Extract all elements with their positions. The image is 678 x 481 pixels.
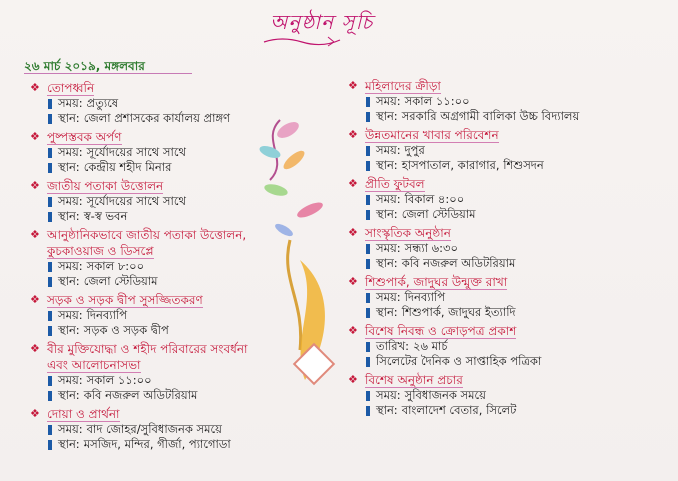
- program-title: অনুষ্ঠান সূচি: [270, 10, 374, 34]
- item-detail: [48, 422, 350, 437]
- detail-value: দিনব্যাপি: [86, 308, 128, 322]
- square-bullet-icon: [48, 197, 52, 207]
- detail-label: স্থান:: [376, 207, 398, 221]
- detail-value: বাংলাদেশ বেতার, সিলেট: [401, 403, 517, 417]
- detail-label: সময়:: [376, 143, 401, 157]
- item-detail: [366, 158, 668, 173]
- item-detail: [366, 109, 668, 124]
- item-title: শিশুপার্ক, জাদুঘর উন্মুক্ত রাখা: [365, 275, 508, 289]
- detail-value: মসজিদ, মন্দির, গীর্জা, প্যাগোডা: [83, 437, 231, 451]
- item-title: মহিলাদের ক্রীড়া: [365, 79, 441, 93]
- diamond-bullet-icon: ❖: [30, 130, 40, 143]
- program-item: [30, 406, 350, 452]
- detail-label: সময়:: [376, 241, 401, 255]
- diamond-bullet-icon: ❖: [30, 407, 40, 420]
- square-bullet-icon: [366, 406, 370, 416]
- square-bullet-icon: [366, 146, 370, 156]
- item-heading: [348, 127, 668, 143]
- square-bullet-icon: [366, 293, 370, 303]
- item-detail: [48, 437, 350, 452]
- square-bullet-icon: [48, 262, 52, 272]
- square-bullet-icon: [366, 210, 370, 220]
- square-bullet-icon: [366, 342, 370, 352]
- diamond-bullet-icon: ❖: [348, 79, 358, 92]
- program-item: [348, 225, 668, 271]
- square-bullet-icon: [48, 163, 52, 173]
- program-item: [348, 78, 668, 124]
- detail-value: সূর্যোদয়ের সাথে সাথে: [86, 145, 186, 159]
- program-item: [348, 176, 668, 222]
- detail-value: সিলেটের দৈনিক ও সাপ্তাহিক পত্রিকা: [376, 354, 542, 368]
- diamond-bullet-icon: ❖: [348, 128, 358, 141]
- item-detail: [366, 207, 668, 222]
- detail-value: হাসপাতাল, কারাগার, শিশুসদন: [401, 158, 544, 172]
- diamond-bullet-icon: ❖: [30, 293, 40, 306]
- floral-ornament: [250, 100, 350, 400]
- item-heading: [348, 372, 668, 388]
- detail-value: স্ব-স্ব ভবন: [83, 209, 128, 223]
- square-bullet-icon: [48, 425, 52, 435]
- item-title: জাতীয় পতাকা উত্তোলন: [47, 179, 164, 193]
- square-bullet-icon: [48, 114, 52, 124]
- square-bullet-icon: [48, 326, 52, 336]
- detail-label: স্থান:: [58, 437, 80, 451]
- square-bullet-icon: [48, 440, 52, 450]
- detail-label: সময়:: [376, 192, 401, 206]
- square-bullet-icon: [366, 391, 370, 401]
- square-bullet-icon: [48, 311, 52, 321]
- detail-label: স্থান:: [58, 323, 80, 337]
- item-title-continued: কুচকাওয়াজ ও ডিসপ্লে: [47, 244, 154, 258]
- item-title-continued: এবং আলোচনাসভা: [47, 358, 141, 372]
- detail-value: শিশুপার্ক, জাদুঘর ইত্যাদি: [401, 305, 516, 319]
- detail-label: স্থান:: [58, 111, 80, 125]
- detail-value: বাদ জোহর/সুবিধাজনক সময়ে: [86, 422, 222, 436]
- diamond-bullet-icon: ❖: [30, 342, 40, 355]
- detail-label: সময়:: [58, 194, 83, 208]
- detail-value: কবি নজরুল অডিটরিয়াম: [401, 256, 516, 270]
- item-detail: [366, 354, 668, 369]
- detail-label: সময়:: [376, 388, 401, 402]
- item-heading: [348, 323, 668, 339]
- detail-label: স্থান:: [376, 158, 398, 172]
- item-detail: [366, 192, 668, 207]
- item-detail: [366, 241, 668, 256]
- item-title: প্রীতি ফুটবল: [365, 177, 425, 191]
- square-bullet-icon: [48, 99, 52, 109]
- detail-value: সকাল ১১:০০: [86, 373, 152, 387]
- item-heading: [348, 176, 668, 192]
- item-detail: [366, 403, 668, 418]
- detail-value: জেলা স্টেডিয়াম: [83, 274, 158, 288]
- item-heading: [30, 406, 350, 422]
- item-title: আনুষ্ঠানিকভাবে জাতীয় পতাকা উত্তোলন,: [47, 228, 247, 242]
- detail-value: জেলা স্টেডিয়াম: [401, 207, 476, 221]
- detail-value: সকাল ৮:০০: [86, 259, 145, 273]
- diamond-bullet-icon: ❖: [348, 275, 358, 288]
- detail-label: তারিখ:: [376, 339, 410, 353]
- square-bullet-icon: [366, 244, 370, 254]
- detail-label: স্থান:: [376, 305, 398, 319]
- item-heading: [348, 274, 668, 290]
- detail-label: সময়:: [58, 96, 83, 110]
- square-bullet-icon: [48, 212, 52, 222]
- detail-label: সময়:: [58, 422, 83, 436]
- title-flourish: [262, 34, 342, 48]
- diamond-bullet-icon: ❖: [30, 81, 40, 94]
- diamond-bullet-icon: ❖: [30, 228, 40, 241]
- detail-label: স্থান:: [58, 274, 80, 288]
- square-bullet-icon: [366, 308, 370, 318]
- diamond-bullet-icon: ❖: [348, 373, 358, 386]
- square-bullet-icon: [366, 97, 370, 107]
- item-title: সাংস্কৃতিক অনুষ্ঠান: [365, 226, 451, 240]
- detail-label: স্থান:: [376, 256, 398, 270]
- item-title: দোয়া ও প্রার্থনা: [47, 407, 120, 421]
- item-heading: [348, 78, 668, 94]
- detail-value: দিনব্যাপি: [404, 290, 446, 304]
- item-title: বিশেষ অনুষ্ঠান প্রচার: [365, 373, 463, 387]
- detail-value: সড়ক ও সড়ক দ্বীপ: [83, 323, 169, 337]
- program-item: [348, 127, 668, 173]
- detail-value: কবি নজরুল অডিটরিয়াম: [83, 388, 198, 402]
- detail-label: সময়:: [58, 308, 83, 322]
- detail-value: সুবিধাজনক সময়ে: [404, 388, 486, 402]
- detail-value: সরকারি অগ্রগামী বালিকা উচ্চ বিদ্যালয়: [401, 109, 580, 123]
- square-bullet-icon: [366, 259, 370, 269]
- diamond-bullet-icon: ❖: [30, 179, 40, 192]
- date-underline: [24, 73, 192, 74]
- square-bullet-icon: [366, 161, 370, 171]
- item-title: উন্নতমানের খাবার পরিবেশন: [365, 128, 499, 142]
- item-title: পুষ্পস্তবক অর্পণ: [47, 130, 122, 144]
- detail-value: সূর্যোদয়ের সাথে সাথে: [86, 194, 186, 208]
- diamond-bullet-icon: ❖: [348, 324, 358, 337]
- item-title: সড়ক ও সড়ক দ্বীপ সুসজ্জিতকরণ: [47, 293, 203, 307]
- detail-value: সকাল ১১:০০: [404, 94, 470, 108]
- item-detail: [366, 339, 668, 354]
- detail-label: সময়:: [58, 373, 83, 387]
- program-item: [348, 323, 668, 369]
- detail-value: ২৬ মার্চ: [413, 339, 448, 353]
- detail-label: স্থান:: [58, 388, 80, 402]
- item-heading: [30, 80, 350, 96]
- item-detail: [366, 94, 668, 109]
- square-bullet-icon: [48, 376, 52, 386]
- detail-label: স্থান:: [58, 209, 80, 223]
- detail-label: স্থান:: [376, 403, 398, 417]
- item-detail: [366, 256, 668, 271]
- diamond-bullet-icon: ❖: [348, 177, 358, 190]
- detail-label: সময়:: [58, 259, 83, 273]
- right-column: [348, 78, 668, 421]
- item-heading: [348, 225, 668, 241]
- item-title: বীর মুক্তিযোদ্ধা ও শহীদ পরিবারের সংবর্ধনা: [47, 342, 248, 356]
- date-line: ২৬ মার্চ ২০১৯, মঙ্গলবার: [24, 59, 145, 73]
- diamond-bullet-icon: ❖: [348, 226, 358, 239]
- detail-value: জেলা প্রশাসকের কার্যালয় প্রাঙ্গণ: [83, 111, 231, 125]
- item-detail: [366, 388, 668, 403]
- detail-label: সময়:: [58, 145, 83, 159]
- square-bullet-icon: [366, 195, 370, 205]
- square-bullet-icon: [48, 148, 52, 158]
- detail-value: কেন্দ্রীয় শহীদ মিনার: [83, 160, 172, 174]
- detail-label: স্থান:: [58, 160, 80, 174]
- detail-value: বিকাল ৪:০০: [404, 192, 465, 206]
- program-item: [348, 274, 668, 320]
- item-detail: [366, 290, 668, 305]
- detail-value: সন্ধ্যা ৬:৩০: [404, 241, 458, 255]
- detail-value: দুপুর: [404, 143, 425, 157]
- item-detail: [366, 305, 668, 320]
- square-bullet-icon: [48, 391, 52, 401]
- square-bullet-icon: [366, 112, 370, 122]
- detail-value: প্রত্যুষে: [86, 96, 119, 110]
- square-bullet-icon: [48, 277, 52, 287]
- item-title: তোপধ্বনি: [47, 81, 95, 95]
- program-item: [348, 372, 668, 418]
- square-bullet-icon: [366, 357, 370, 367]
- detail-label: সময়:: [376, 94, 401, 108]
- detail-label: সময়:: [376, 290, 401, 304]
- detail-label: স্থান:: [376, 109, 398, 123]
- item-detail: [366, 143, 668, 158]
- item-title: বিশেষ নিবন্ধ ও ক্রোড়পত্র প্রকাশ: [365, 324, 517, 338]
